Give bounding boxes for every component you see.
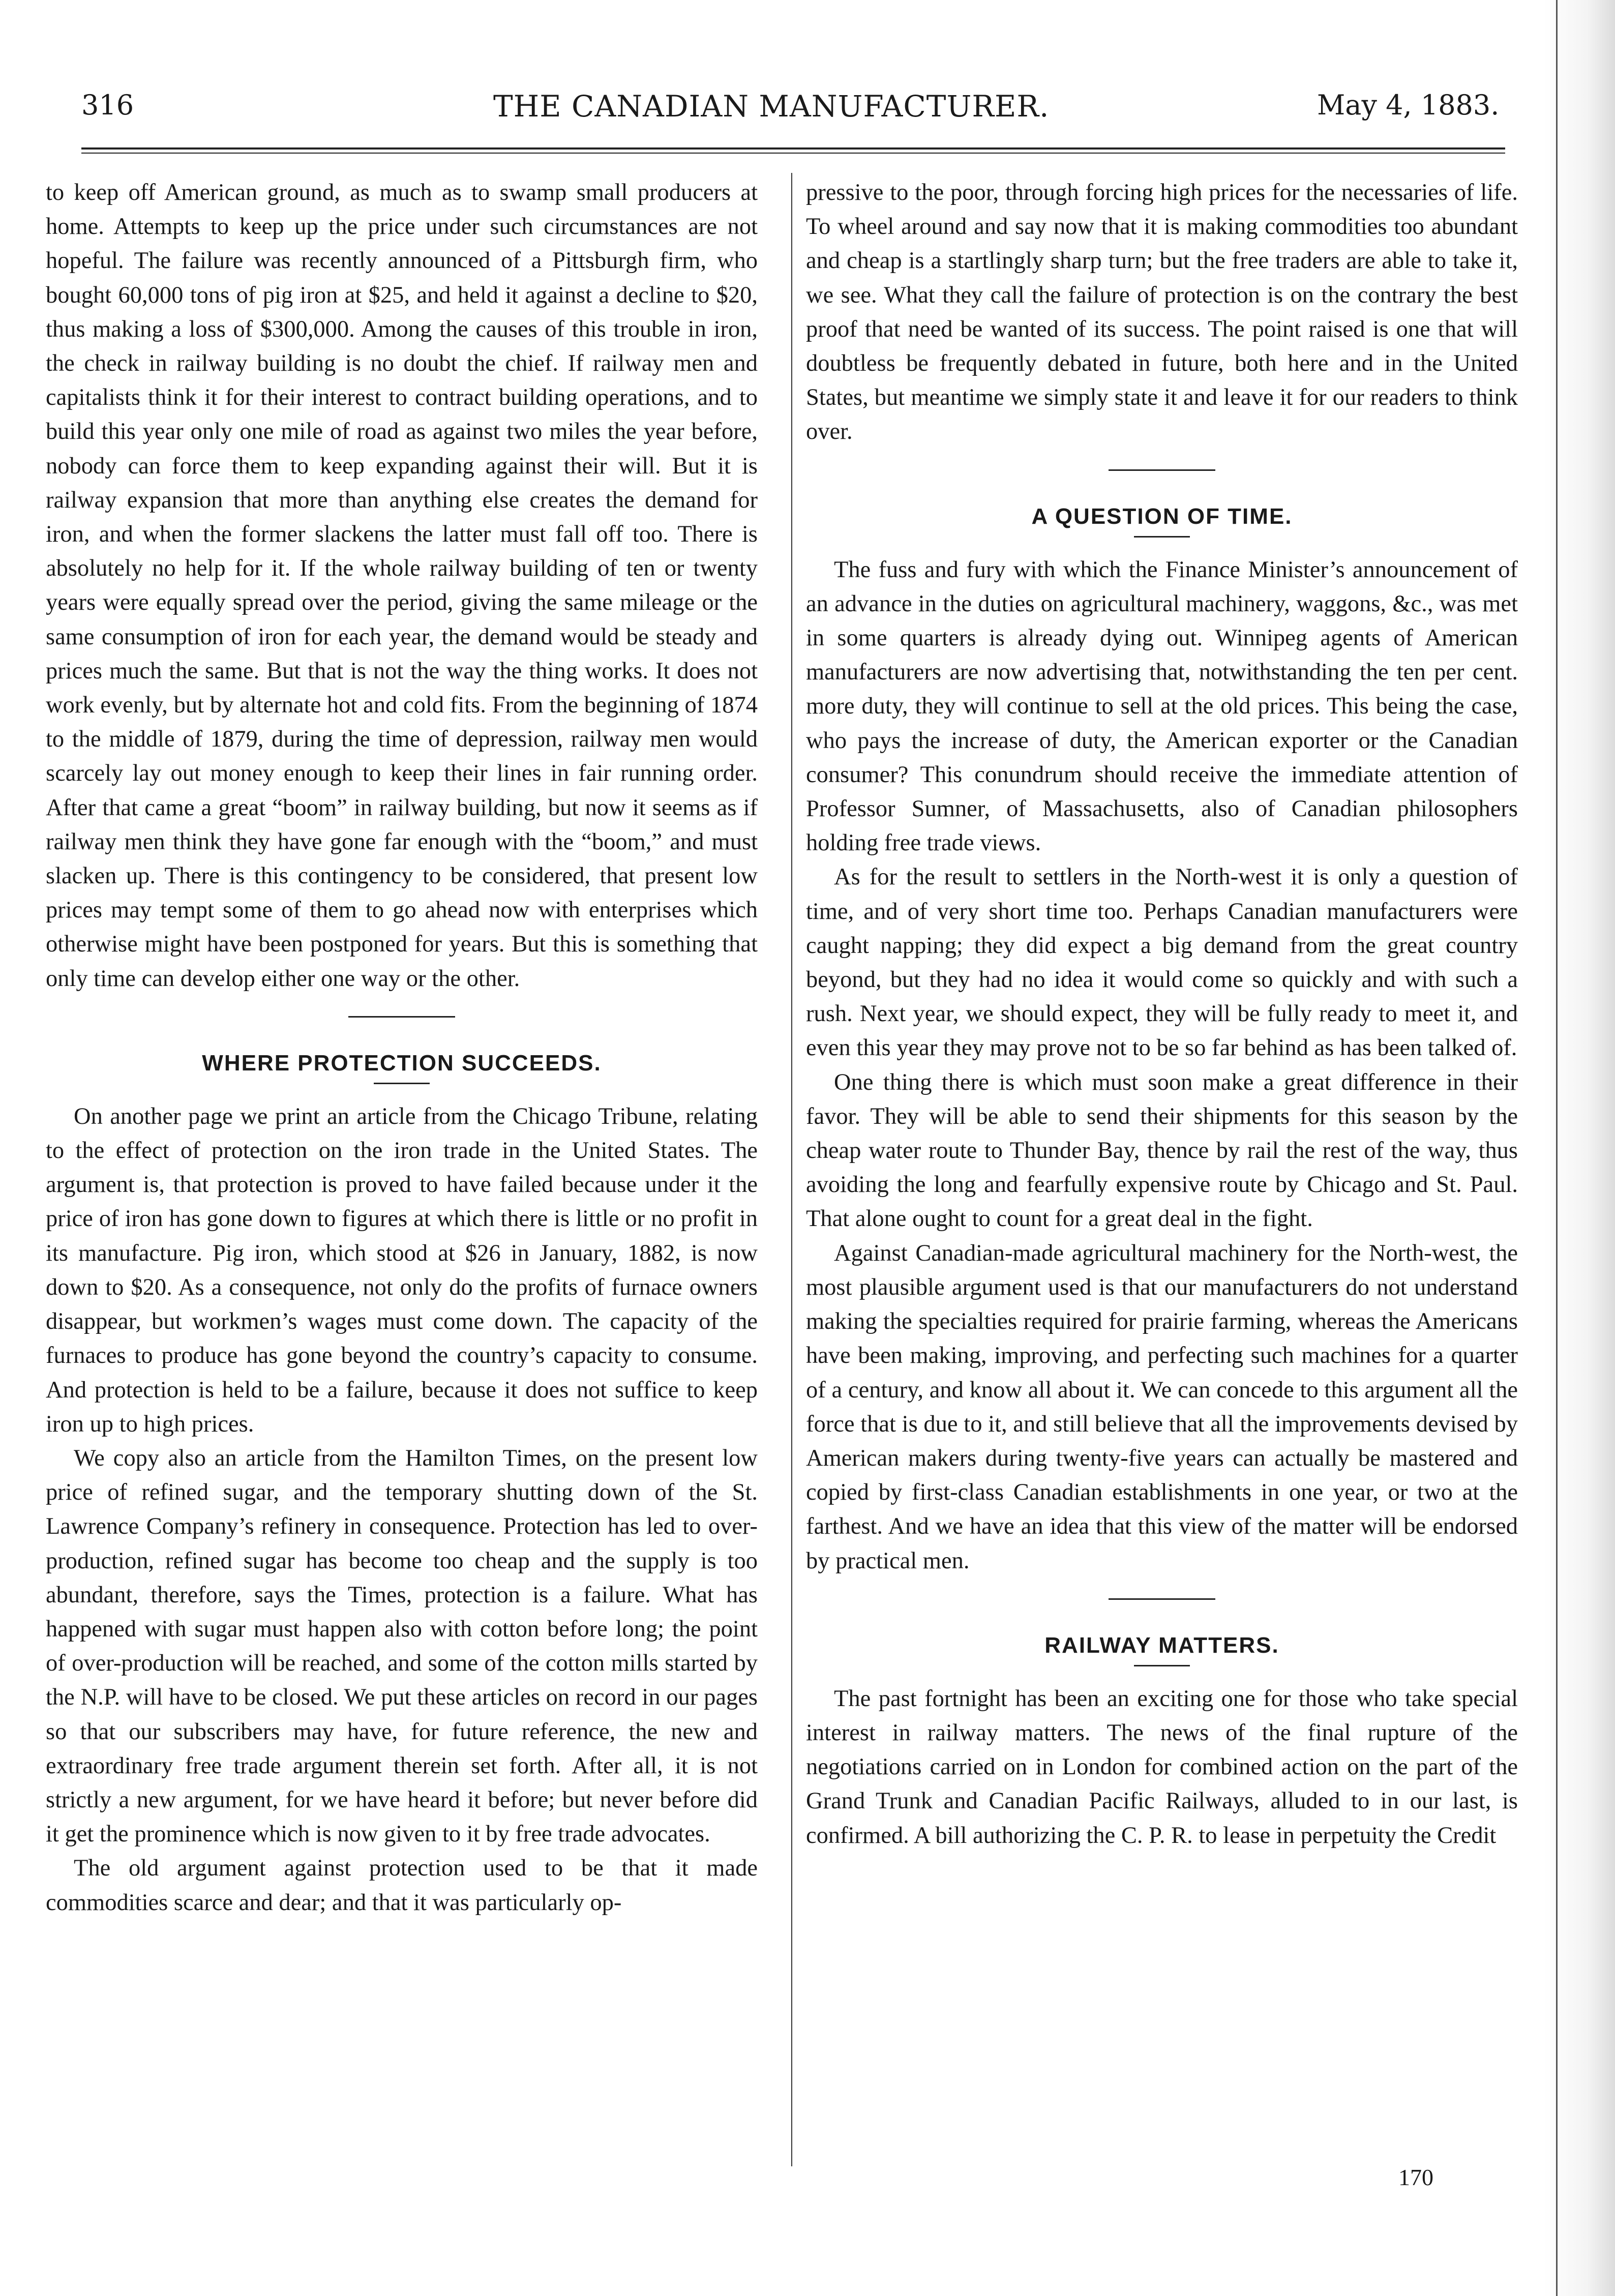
paragraph: As for the result to settlers in the North-west it is only a question of time, and of very short time too. Perhaps Canadian manufacturers were caught napping; they did expect a big demand from the great country beyond, but they had no idea it would come so quickly and with such a rush. Next year, we should expect, they will be fully ready to meet it, and even this year they may prove not to be so far behind as has been talked of. — [806, 864, 1518, 1061]
column-divider — [791, 173, 792, 2166]
section-heading: WHERE PROTECTION SUCCEEDS. — [202, 1050, 602, 1076]
scan-gutter-line — [1556, 0, 1558, 2296]
journal-title: THE CANADIAN MANUFACTURER. — [493, 89, 1050, 124]
right-column — [806, 175, 1518, 1853]
paragraph: The fuss and fury with which the Finance Minister’s announcement of an advance in the duties on agricultural machinery, waggons, &c., was met in some quarters is already dying out. Winnipeg agents of American manufacturers are now advertising that, notwithstanding the ten per cent. more duty, they will continue to sell at the old prices. This being the case, who pays the increase of duty, the American exporter or the Canadian consumer? This conundrum should receive the immediate attention of Professor Sumner, of Massachusetts, also of Canadian philosophers holding free trade views. — [806, 556, 1518, 856]
heading-rule — [374, 1083, 430, 1084]
section-separator — [1109, 469, 1215, 471]
paragraph: pressive to the poor, through forcing high prices for the necessaries of life. To wheel around and say now that it is making commodities too abundant and cheap is a startlingly sharp turn; but the free traders are able to take it, we see. What they call the failure of protection is on the contrary the best proof that need be wanted of its success. The point raised is one that will doubtless be frequently debated in future, both here and in the United States, but meantime we simply state it and leave it for our readers to think over. — [806, 180, 1518, 445]
paragraph: The old argument against protection used to be that it made commodities scarce and dear; and that it was particularly op- — [46, 1855, 758, 1916]
page-header — [81, 89, 1510, 145]
paragraph: Against Canadian-made agricultural machinery for the North-west, the most plausible argument used is that our manufacturers do not understand making the specialties required for prairie farming, whereas the Americans have been making, improving, and perfecting such machines for a quarter of a century, and know all about it. We can concede to this argument all the force that is due to it, and still believe that all the improvements devised by American makers during twenty-five years can actually be mastered and copied by first-class Canadian establishments in one year, or two at the farthest. And we have an idea that this view of the matter will be endorsed by practical men. — [806, 1240, 1518, 1574]
issue-date: May 4, 1883. — [1317, 89, 1500, 121]
header-rule-secondary — [81, 153, 1505, 154]
section-heading: RAILWAY MATTERS. — [1044, 1632, 1279, 1658]
section-separator — [348, 1016, 455, 1018]
header-rule — [81, 147, 1505, 150]
paragraph: to keep off American ground, as much as to swamp small producers at home. Attempts to keep up the price under such circumstances are not hopeful. The failure was recently announced of a Pittsburgh firm, who bought 60,000 tons of pig iron at $25, and held it against a decline to $20, thus making a loss of $300,000. Among the causes of this trouble in iron, the check in railway building is no doubt the chief. If railway men and capitalists think it for their interest to contract building operations, and to build this year only one mile of road as against two miles the year before, nobody can force them to keep expanding against their will. But it is railway expansion that more than anything else creates the demand for iron, and when the former slackens the latter must fall off too. There is absolutely no help for it. If the whole railway building of ten or twenty years were equally spread over the period, giving the same mileage or the same consumption of iron for each year, the demand would be steady and prices much the same. But that is not the way the thing works. It does not work evenly, but by alternate hot and cold fits. From the beginning of 1874 to the middle of 1879, during the time of depression, railway men would scarcely lay out money enough to keep their lines in fair running order. After that came a great “boom” in railway building, but now it seems as if railway men think they have gone far enough with the “boom,” and must slacken up. There is this contingency to be considered, that present low prices may tempt some of them to go ahead now with enterprises which otherwise might have been postponed for years. But this is something that only time can develop either one way or the other. — [46, 180, 758, 992]
scan-page-edge — [1544, 0, 1615, 2296]
section-heading: A QUESTION OF TIME. — [1031, 503, 1293, 529]
signature-mark: 170 — [1398, 2164, 1433, 2190]
paragraph: We copy also an article from the Hamilton Times, on the present low price of refined sugar, and the temporary shutting down of the St. Lawrence Company’s refinery in consequence. Protection has led to over-production, refined sugar has become too cheap and the supply is too abundant, therefore, says the Times, protection is a failure. What has happened with sugar must happen also with cotton before long; the point of over-production will be reached, and some of the cotton mills started by the N.P. will have to be closed. We put these articles on record in our pages so that our subscribers may have, for future reference, the new and extraordinary free trade argument therein set forth. After all, it is not strictly a new argument, for we have heard it before; but never before did it get the prominence which is now given to it by free trade advocates. — [46, 1445, 758, 1847]
left-column — [46, 175, 758, 1920]
paragraph: On another page we print an article from the Chicago Tribune, relating to the effect of protection on the iron trade in the United States. The argument is, that protection is proved to have failed because under it the price of iron has gone down to figures at which there is little or no profit in its manufacture. Pig iron, which stood at $26 in January, 1882, is now down to $20. As a consequence, not only do the profits of furnace owners disappear, but workmen’s wages must come down. The capacity of the furnaces to produce has gone beyond the country’s capacity to consume. And protection is held to be a failure, because it does not suffice to keep iron up to high prices. — [46, 1103, 758, 1437]
section-separator — [1109, 1598, 1215, 1600]
heading-rule — [1134, 536, 1190, 538]
paragraph: One thing there is which must soon make a great difference in their favor. They will be able to send their shipments for this season by the cheap water route to Thunder Bay, thence by rail the rest of the way, thus avoiding the long and fearfully expensive route by Chicago and St. Paul. That alone ought to count for a great deal in the fight. — [806, 1069, 1518, 1232]
heading-rule — [1134, 1665, 1190, 1666]
paragraph: The past fortnight has been an exciting one for those who take special interest in railway matters. The news of the final rupture of the negotiations carried on in London for combined action on the part of the Grand Trunk and Canadian Pacific Railways, alluded to in our last, is confirmed. A bill authorizing the C. P. R. to lease in perpetuity the Credit — [806, 1685, 1518, 1848]
page-number: 316 — [81, 89, 134, 121]
